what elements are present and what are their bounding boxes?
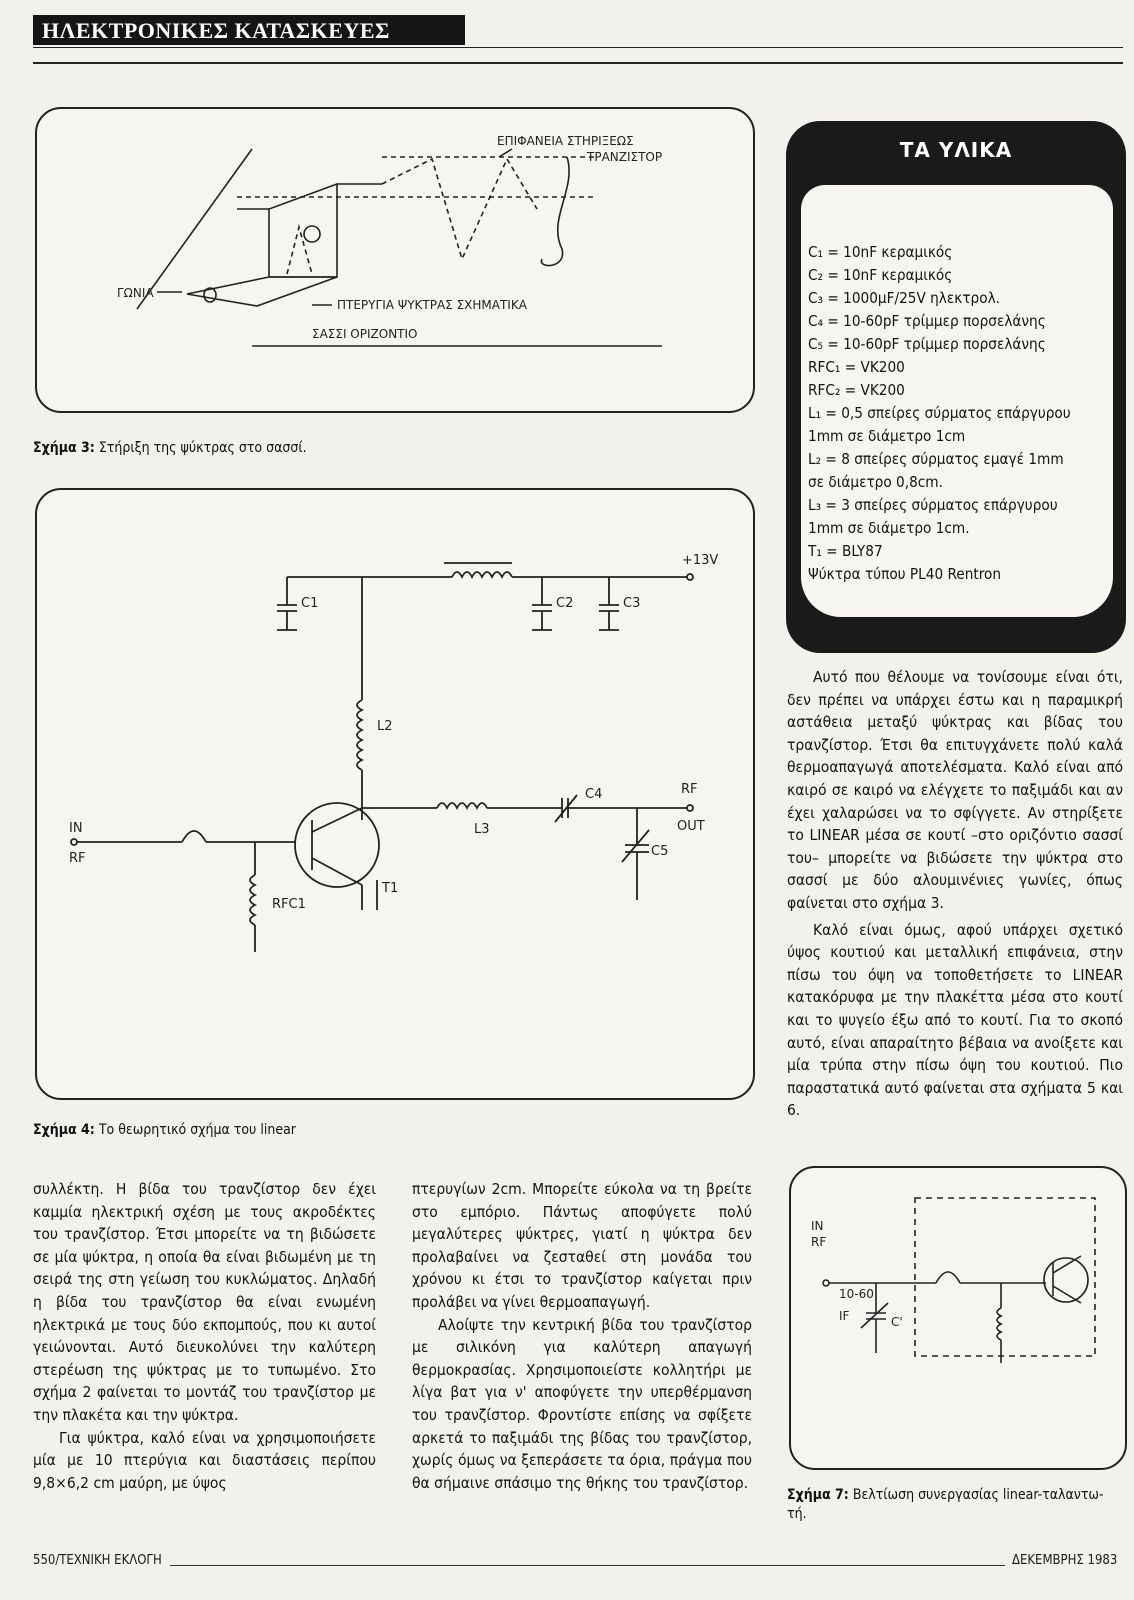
right-column-text — [787, 666, 1123, 1122]
label-chassis: ΣΑΣΣΙ ΟΡΙΖΟΝΤΙΟ — [312, 327, 418, 341]
fig7-label-c: C' — [891, 1315, 903, 1329]
materials-list — [808, 241, 1114, 586]
header-rule — [33, 47, 1123, 48]
bottom-left-column — [33, 1178, 376, 1494]
materials-item: C₅ = 10-60pF τρίμμερ πορσελάνης — [808, 335, 1046, 353]
figure-3-caption-text: Στήριξη της ψύκτρας στο σασσί. — [98, 440, 307, 456]
t1-transistor — [295, 803, 379, 887]
linear-dashed-box — [915, 1198, 1095, 1356]
fig7-label-if: IF — [839, 1309, 850, 1323]
footer-rule — [170, 1565, 1005, 1566]
fins-dashed — [382, 159, 537, 259]
figure-3-caption — [33, 440, 307, 456]
materials-item: L₁ = 0,5 σπείρες σύρματος επάργυρου — [808, 404, 1071, 422]
figure-4-schematic — [37, 490, 753, 1098]
label-c4: C4 — [585, 787, 603, 802]
figure-7-caption-label: Σχήμα 7: — [787, 1487, 849, 1503]
materials-item: C₄ = 10-60pF τρίμμερ πορσελάνης — [808, 312, 1046, 330]
l1-loop — [182, 831, 206, 842]
materials-item: T₁ = BLY87 — [808, 542, 883, 560]
heatsink-plate — [269, 184, 337, 277]
rfc1-coil — [250, 875, 255, 925]
figure-4 — [35, 488, 755, 1100]
label-c3: C3 — [623, 596, 641, 611]
label-t1: T1 — [382, 881, 399, 896]
supply-terminal — [687, 574, 693, 580]
l2-coil — [357, 700, 362, 770]
figure-3-caption-label: Σχήμα 3: — [33, 440, 95, 456]
figure-3 — [35, 107, 755, 413]
figure-3-drawing — [37, 109, 753, 411]
label-in-bottom: RF — [69, 851, 86, 866]
materials-item: C₁ = 10nF κεραμικός — [808, 243, 953, 261]
fig7-label-in: IN — [811, 1219, 824, 1233]
label-rfc1: RFC1 — [272, 897, 306, 912]
materials-item: L₂ = 8 σπείρες σύρματος εμαγέ 1mm — [808, 450, 1064, 468]
materials-item: 1mm σε διάμετρο 1cm — [808, 427, 966, 445]
label-supply: +13V — [682, 553, 719, 568]
fig7-label-trim: 10-60 — [839, 1287, 874, 1301]
rf-out-terminal — [687, 805, 693, 811]
figure-7-caption-text: Βελτίωση συνεργασίας linear-ταλαντω-τή. — [787, 1487, 1104, 1522]
rf-in-terminal — [71, 839, 77, 845]
label-rf-out-bottom: OUT — [677, 819, 705, 834]
figure-7-schematic — [791, 1168, 1125, 1468]
diagonal-line — [137, 149, 252, 309]
break-line — [541, 157, 569, 266]
materials-item: Ψύκτρα τύπου PL40 Rentron — [808, 565, 1002, 583]
transistor-screw — [304, 226, 320, 242]
materials-title: ΤΑ ΥΛΙΚΑ — [899, 138, 1013, 162]
label-surface: ΕΠΙΦΑΝΕΙΑ ΣΤΗΡΙΞΕΩΣ — [497, 134, 634, 148]
label-angle: ΓΩΝΙΑ — [117, 286, 154, 300]
header-rule-thick — [33, 62, 1123, 64]
paragraph: Καλό είναι όμως, αφού υπάρχει σχετικό ύψος κουτιού και μεταλλική επιφάνεια, στην πίσω του όψη να τοποθετήσετε το LINEAR κατακόρυφα με την πλακέττα μέσα στο κουτί και το ψυγείο έξω από το κουτί. Για το σκοπό αυτό, είναι απαραίτητο βέβαια να ανοίξετε και μία τρύπα στην πίσω όψη του κουτιού. Πιο παραστατικά αυτό φαίνεται στα σχήματα 5 και 6. — [787, 920, 1123, 1120]
figure-4-caption-label: Σχήμα 4: — [33, 1122, 95, 1138]
figure-4-caption-text: Το θεωρητικό σχήμα του linear — [98, 1122, 296, 1138]
rfc2-coil — [452, 572, 512, 577]
materials-item: C₂ = 10nF κεραμικός — [808, 266, 953, 284]
materials-item: 1mm σε διάμετρο 1cm. — [808, 519, 970, 537]
label-c2: C2 — [556, 596, 574, 611]
fig7-label-rf: RF — [811, 1235, 827, 1249]
figure-4-caption — [33, 1122, 296, 1138]
figure-7-caption — [787, 1486, 1121, 1524]
label-transistor: ΤΡΑΝΖΙΣΤΟΡ — [587, 150, 663, 164]
paragraph: πτερυγίων 2cm. Μπορείτε εύκολα να τη βρείτε στο εμπόριο. Πάντως αποφύγετε πολύ μεγαλύτερες ψύκτρες, γιατί η ψύκτρα δεν προλαβαίνει να ζεσταθεί στη μονάδα του χρόνου κι έτσι το τρανζίστορ καίγεται πριν προλάβει να γίνει θερμοαπαγωγή. — [412, 1180, 752, 1311]
paragraph: Για ψύκτρα, καλό είναι να χρησιμοποιήσετε μία με 10 πτερύγια και διαστάσεις περίπου 9,8×6,2 cm μαύρη, με ύψος — [33, 1428, 376, 1492]
label-l3: L3 — [474, 822, 490, 837]
label-fin: ΠΤΕΡΥΓΙΑ ΨΥΚΤΡΑΣ ΣΧΗΜΑΤΙΚΑ — [337, 298, 527, 312]
label-rf-out-top: RF — [681, 782, 698, 797]
page-number: 550/ΤΕΧΝΙΚΗ ΕΚΛΟΓΗ — [33, 1553, 162, 1568]
issue-date: ΔΕΚΕΜΒΡΗΣ 1983 — [1012, 1553, 1118, 1568]
materials-item: RFC₂ = VK200 — [808, 381, 905, 399]
bottom-middle-column — [412, 1178, 752, 1494]
paragraph: Αυτό που θέλουμε να τονίσουμε είναι ότι, δεν πρέπει να υπάρχει έστω και η παραμικρή αστάθεια μεταξύ ψύκτρας και βίδας του τρανζίστορ. Έτσι θα επιτυγχάνετε πολύ καλά θερμοαπαγωγά αποτελέσματα. Καλό είναι από καιρό σε καιρό να ελέγχετε το παξιμάδι και αν έχει χαλαρώσει να το σφίγγετε. Αν στηρίξετε το LINEAR μέσα σε κουτί –στο οριζόντιο σασσί του– μπορείτε να βιδώσετε την ψύκτρα στο σασσί με δύο αλουμινένιες γωνίες, όπως φαίνεται στο σχήμα 3. — [787, 668, 1123, 912]
materials-item: C₃ = 1000μF/25V ηλεκτρολ. — [808, 289, 1000, 307]
label-l2: L2 — [377, 719, 393, 734]
materials-item: RFC₁ = VK200 — [808, 358, 905, 376]
section-title: ΗΛΕΚΤΡΟΝΙΚΕΣ ΚΑΤΑΣΚΕΥΕΣ — [42, 18, 390, 43]
label-in-top: IN — [69, 821, 83, 836]
paragraph: συλλέκτη. Η βίδα του τρανζίστορ δεν έχει καμμία ηλεκτρική σχέση με τους ακροδέκτες του τρανζίστορ. Έτσι μπορείτε να τη βιδώσετε σε μία ψύκτρα, η οποία θα είναι βιδωμένη με τη σειρά της στη γείωση του κυκλώματος. Δηλαδή η βίδα του τρανζίστορ θα είναι ενωμένη ηλεκτρικά με τους δύο εκπομπούς, που κι αυτοί γειώνονται. Αυτό διευκολύνει την καλύτερη στερέωση της ψύκτρας με το τυπωμένο. Στο σχήμα 2 φαίνεται το μοντάζ του τρανζίστορ με την πλακέτα και την ψύκτρα. — [33, 1180, 376, 1424]
label-c5: C5 — [651, 844, 669, 859]
label-c1: C1 — [301, 596, 319, 611]
materials-item: L₃ = 3 σπείρες σύρματος επάργυρου — [808, 496, 1058, 514]
figure-7 — [789, 1166, 1127, 1470]
l3-coil — [437, 803, 487, 808]
paragraph: Αλοίψτε την κεντρική βίδα του τρανζίστορ με σιλικόνη για καλύτερη απαγωγή θερμοκρασίας. Χρησιμοποιείστε κολλητήρι με λίγα βατ για ν' αποφύγετε την υπερθέρμανση του τρανζίστορ. Φροντίστε επίσης να σφίξετε αρκετά το παξιμάδι της βίδας του τρανζίστορ, χωρίς όμως να ξεπεράσετε τα όρια, πράγμα που θα σήμαινε σπάσιμο της θήκης του τρανζίστορ. — [412, 1315, 752, 1492]
materials-item: σε διάμετρο 0,8cm. — [808, 473, 943, 491]
